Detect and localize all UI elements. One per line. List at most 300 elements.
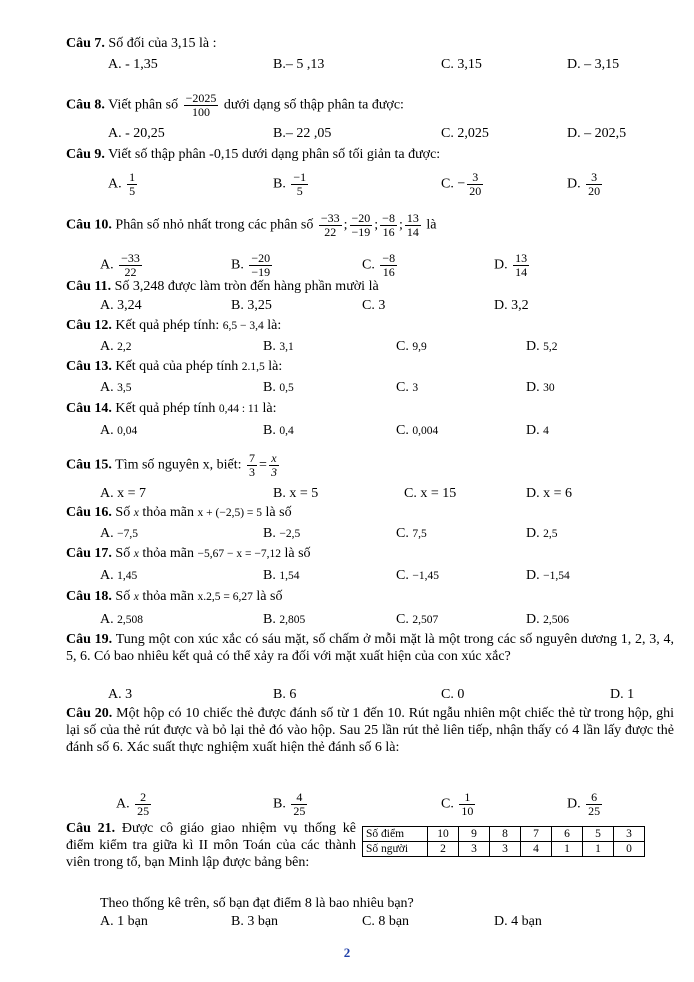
answer-option[interactable] — [396, 526, 427, 542]
fraction-denominator: −19 — [251, 265, 271, 279]
fraction-numerator: 3 — [467, 171, 483, 185]
option-letter: C. — [396, 380, 409, 395]
question-text: là: — [267, 318, 282, 333]
math-expression: x + (−2,5) = 5 — [197, 507, 263, 519]
score-table — [362, 826, 645, 857]
option-text: B. 6 — [273, 687, 297, 702]
answer-option[interactable] — [263, 380, 294, 396]
fraction-denominator: 16 — [382, 225, 395, 239]
option-letter: D. — [494, 257, 508, 273]
question-text: là: — [262, 401, 277, 416]
fraction-numerator: 4 — [291, 791, 307, 805]
question-text: là — [426, 217, 437, 233]
option-letter: A. — [100, 526, 114, 541]
answer-option[interactable] — [273, 57, 324, 73]
question-label: Câu 7. — [66, 36, 105, 51]
option-letter: D. — [526, 423, 540, 438]
question-20 — [66, 705, 674, 756]
answer-option[interactable] — [263, 339, 294, 355]
option-letter: B. — [263, 423, 276, 438]
fraction-numerator: 6 — [586, 791, 602, 805]
question-14 — [66, 401, 276, 417]
option-text: A. - 1,35 — [108, 57, 158, 72]
option-fraction — [380, 252, 397, 279]
option-text: C. 8 bạn — [362, 914, 410, 929]
question-label: Câu 17. — [66, 546, 112, 561]
option-text: B. 3 bạn — [231, 914, 279, 929]
table-cell — [490, 827, 521, 842]
option-text: A. - 20,25 — [108, 126, 165, 141]
option-letter: B. — [263, 612, 276, 627]
option-value: 0,4 — [279, 425, 294, 437]
fraction-denominator: 25 — [137, 804, 150, 818]
fraction-denominator: 10 — [461, 804, 474, 818]
option-letter: B. — [263, 526, 276, 541]
answer-option[interactable] — [526, 612, 569, 628]
option-text: B.– 22 ,05 — [273, 126, 332, 141]
fraction-denominator: 22 — [124, 265, 137, 279]
cell-text: 3 — [471, 843, 477, 855]
option-fraction — [119, 252, 142, 279]
option-letter: C. — [396, 526, 409, 541]
answer-option[interactable] — [100, 252, 144, 279]
table-cell — [552, 842, 583, 857]
option-fraction — [513, 252, 529, 279]
option-value: 0,5 — [279, 382, 294, 394]
answer-option[interactable] — [441, 126, 489, 142]
table-cell — [583, 827, 614, 842]
question-label: Câu 21. — [66, 821, 116, 836]
option-value: 1,45 — [117, 570, 138, 582]
answer-option[interactable] — [362, 252, 399, 279]
option-text: D. 3,2 — [494, 298, 529, 313]
question-text: Số đối của 3,15 là : — [108, 36, 217, 51]
option-letter: D. — [526, 526, 540, 541]
answer-option[interactable] — [263, 568, 299, 584]
answer-option[interactable] — [108, 126, 165, 142]
answer-option[interactable] — [396, 568, 439, 584]
question-text: Phân số nhỏ nhất trong các phân số — [115, 217, 314, 233]
answer-option[interactable] — [100, 914, 148, 930]
option-letter: C. — [441, 796, 454, 812]
answer-option[interactable] — [526, 568, 570, 584]
answer-option[interactable] — [396, 423, 438, 439]
answer-option[interactable] — [494, 252, 531, 279]
option-fraction — [127, 171, 137, 198]
fraction-denominator: 3 — [270, 465, 277, 479]
option-text: C. 3,15 — [441, 57, 482, 72]
table-cell — [428, 842, 459, 857]
answer-option[interactable] — [441, 57, 482, 73]
question-label: Câu 16. — [66, 505, 112, 520]
question-7 — [66, 36, 217, 52]
answer-option[interactable] — [100, 298, 142, 314]
option-letter: C. — [396, 612, 409, 627]
fraction-numerator: −20 — [351, 211, 371, 225]
answer-option[interactable] — [116, 791, 153, 818]
answer-option[interactable] — [441, 171, 485, 198]
option-value: 4 — [543, 425, 549, 437]
question-text: là số — [256, 589, 283, 604]
answer-option[interactable] — [567, 126, 626, 142]
option-value: 9,9 — [412, 341, 427, 353]
question-text: Kết quả phép tính: — [115, 318, 220, 333]
question-text: Theo thống kê trên, số bạn đạt điểm 8 là bao nhiêu bạn? — [100, 896, 414, 911]
option-value: −2,5 — [279, 528, 301, 540]
option-text: A. 1 bạn — [100, 914, 148, 929]
option-letter: D. — [526, 568, 540, 583]
table-cell — [614, 827, 645, 842]
option-letter: A. — [116, 796, 130, 812]
question-9 — [66, 147, 440, 163]
option-text: D. – 3,15 — [567, 57, 620, 72]
answer-option[interactable] — [610, 687, 634, 703]
question-label: Câu 14. — [66, 401, 112, 416]
fraction — [269, 452, 279, 479]
option-letter: D. — [526, 380, 540, 395]
math-expression: 6,5 − 3,4 — [222, 320, 264, 332]
option-letter: A. — [100, 339, 114, 354]
option-letter: B. — [231, 257, 244, 273]
fraction — [350, 212, 373, 239]
cell-text: Số người — [366, 843, 409, 855]
row-header — [363, 842, 428, 857]
answer-option[interactable] — [441, 687, 464, 703]
option-text: B. 3,25 — [231, 298, 272, 313]
answer-option[interactable] — [273, 171, 310, 198]
option-value: 1,54 — [279, 570, 300, 582]
page-number-text: 2 — [343, 945, 351, 960]
option-value: 2,5 — [543, 528, 558, 540]
table-cell — [552, 827, 583, 842]
fraction — [319, 212, 342, 239]
fraction-numerator: −20 — [251, 251, 271, 265]
option-letter: B. — [273, 176, 286, 192]
answer-option[interactable] — [362, 914, 409, 930]
cell-text: 4 — [533, 843, 539, 855]
cell-text: 2 — [440, 843, 446, 855]
option-letter: A. — [100, 612, 114, 627]
answer-option[interactable] — [108, 171, 139, 198]
answer-option[interactable] — [231, 914, 278, 930]
fraction-denominator: 20 — [588, 184, 601, 198]
answer-option[interactable] — [396, 380, 418, 396]
answer-option[interactable] — [100, 568, 137, 584]
question-text: Tung một con xúc xắc có sáu mặt, số chấm ở mỗi mặt là một trong các số nguyên dương 1, 2, 3, 4, 5, 6. Có bao nhiêu kết quả có thể xảy ra đối với mặt xuất hiện của con xúc xắc? — [66, 632, 675, 664]
answer-option[interactable] — [100, 526, 138, 542]
option-letter: A. — [100, 423, 114, 438]
question-text: thỏa mãn — [142, 589, 195, 604]
option-value: 0,04 — [117, 425, 138, 437]
option-letter: A. — [100, 568, 114, 583]
question-text: Kết quả phép tính — [115, 401, 216, 416]
question-label: Câu 11. — [66, 279, 112, 294]
question-text: Một hộp có 10 chiếc thẻ được đánh số từ 1 đến 10. Rút ngẫu nhiên một chiếc thẻ từ trong hộp, ghi lại số của thẻ rút được và bỏ lại thẻ đó vào hộp. Sau 25 lần rút thẻ liên tiếp, nhận thấy có 4 lần lấy được thẻ đánh số 6. Xác suất thực nghiệm xuất hiện thẻ đánh số 6 là: — [66, 706, 675, 755]
question-text: dưới dạng số thập phân ta được: — [223, 97, 404, 113]
table-cell — [614, 842, 645, 857]
question-label: Câu 13. — [66, 359, 112, 374]
answer-option[interactable] — [273, 486, 318, 502]
fraction-denominator: 16 — [382, 265, 395, 279]
option-value: 30 — [543, 382, 555, 394]
fraction-denominator: −19 — [351, 225, 371, 239]
math-variable: x — [133, 548, 139, 560]
math-expression: 2.1,5 — [241, 361, 265, 373]
option-letter: A. — [108, 176, 122, 192]
table-cell — [490, 842, 521, 857]
answer-option[interactable] — [526, 423, 549, 439]
fraction-numerator: −2025 — [185, 91, 217, 105]
answer-option[interactable] — [100, 423, 137, 439]
option-text: D. 1 — [610, 687, 635, 702]
table-cell — [521, 827, 552, 842]
math-variable: x — [133, 507, 139, 519]
question-text: Số — [115, 546, 131, 561]
fraction-numerator: −8 — [382, 251, 396, 265]
answer-option[interactable] — [526, 526, 558, 542]
option-text: B.– 5 ,13 — [273, 57, 325, 72]
option-letter: A. — [100, 257, 114, 273]
option-fraction — [586, 791, 602, 818]
question-21 — [66, 820, 356, 871]
answer-option[interactable] — [273, 126, 331, 142]
cell-text: Số điểm — [366, 828, 405, 840]
answer-option[interactable] — [396, 612, 438, 628]
question-text: thỏa mãn — [142, 505, 195, 520]
option-fraction — [586, 171, 602, 198]
answer-option[interactable] — [526, 486, 572, 502]
option-value: 2,805 — [279, 614, 306, 626]
answer-option[interactable] — [362, 298, 385, 314]
option-letter: B. — [263, 568, 276, 583]
question-21-prompt — [100, 896, 414, 912]
fraction-numerator: 2 — [135, 791, 151, 805]
table-row — [363, 842, 645, 857]
question-label: Câu 9. — [66, 147, 105, 162]
fraction-denominator: 25 — [293, 804, 306, 818]
minus-sign: − — [457, 176, 466, 192]
answer-option[interactable] — [273, 687, 296, 703]
question-text: Số — [115, 505, 131, 520]
answer-option[interactable] — [567, 57, 619, 73]
question-label: Câu 12. — [66, 318, 112, 333]
option-letter: C. — [396, 568, 409, 583]
option-letter: D. — [526, 612, 540, 627]
option-letter: C. — [396, 339, 409, 354]
answer-option[interactable] — [494, 914, 542, 930]
question-11 — [66, 279, 379, 295]
question-label: Câu 20. — [66, 706, 113, 721]
fraction-numerator: 3 — [586, 171, 602, 185]
question-10: Câu 10. Phân số nhỏ nhất trong các phân số $\frac{-33}{22}$ ; $\frac{-20}{-19}$ ; $\frac{-8}{16}$ ; $\frac{13}{14}$ là — [66, 211, 437, 239]
option-value: −1,45 — [412, 570, 439, 582]
question-label: Câu 19. — [66, 632, 113, 647]
answer-option[interactable] — [441, 791, 477, 818]
option-value: 2,508 — [117, 614, 143, 626]
math-expression: −5,67 − x = −7,12 — [197, 548, 281, 560]
option-value: 2,506 — [543, 614, 569, 626]
answer-option[interactable] — [567, 791, 604, 818]
table-cell — [459, 842, 490, 857]
cell-text: 1 — [595, 843, 601, 855]
fraction — [247, 452, 257, 479]
option-value: 2,2 — [117, 341, 132, 353]
fraction-denominator: 14 — [406, 225, 419, 239]
table-cell — [459, 827, 490, 842]
cell-text: 0 — [626, 843, 632, 855]
fraction-denominator: 5 — [296, 184, 303, 198]
option-fraction — [249, 252, 272, 279]
answer-option[interactable] — [100, 339, 132, 355]
math-variable: x — [133, 591, 139, 603]
option-text: C. 3 — [362, 298, 386, 313]
question-text: là: — [268, 359, 283, 374]
answer-option[interactable] — [526, 339, 558, 355]
cell-text: 10 — [437, 828, 449, 840]
option-text: A. 3 — [108, 687, 133, 702]
question-19 — [66, 631, 674, 665]
option-value: −7,5 — [117, 528, 138, 540]
cell-text: 7 — [533, 828, 539, 840]
question-label: Câu 15. — [66, 457, 112, 473]
question-text: thỏa mãn — [142, 546, 195, 561]
answer-option[interactable] — [263, 612, 305, 628]
question-text: Viết số thập phân -0,15 dưới dạng phân số tối giản ta được: — [108, 147, 441, 162]
answer-option[interactable] — [263, 423, 294, 439]
cell-text: 1 — [564, 843, 570, 855]
answer-option[interactable] — [263, 526, 300, 542]
question-8 — [66, 92, 404, 119]
option-text: A. x = 7 — [100, 486, 147, 501]
cell-text: 9 — [471, 828, 477, 840]
fraction-numerator: x — [269, 452, 279, 466]
fraction-denominator: 100 — [191, 105, 210, 119]
fraction-denominator: 20 — [469, 184, 482, 198]
option-value: −1,54 — [543, 570, 570, 582]
answer-option[interactable] — [273, 791, 309, 818]
question-label: Câu 8. — [66, 97, 105, 113]
question-13 — [66, 359, 282, 375]
answer-option[interactable] — [567, 171, 604, 198]
fraction-numerator: 1 — [129, 170, 136, 184]
option-value: 3,5 — [117, 382, 132, 394]
option-value: 2,507 — [412, 614, 439, 626]
fraction — [184, 92, 219, 119]
question-text: Số — [115, 589, 131, 604]
table-cell — [583, 842, 614, 857]
option-fraction — [459, 791, 475, 818]
answer-option[interactable] — [404, 486, 456, 502]
option-text: C. x = 15 — [404, 486, 457, 501]
option-letter: B. — [263, 380, 276, 395]
answer-option[interactable] — [100, 612, 143, 628]
fraction — [405, 212, 421, 239]
question-text: Viết phân số — [108, 97, 179, 113]
option-text: D. x = 6 — [526, 486, 573, 501]
fraction — [380, 212, 397, 239]
fraction-numerator: −33 — [121, 251, 140, 265]
option-value: 3 — [412, 382, 419, 394]
answer-option[interactable] — [396, 339, 427, 355]
question-text: Được cô giáo giao nhiệm vụ thống kê điểm kiểm tra giữa kì II môn Toán của các thành viên trong tổ, bạn Minh lập được bảng bên: — [66, 821, 356, 870]
option-value: 3,1 — [279, 341, 294, 353]
option-value: 0,004 — [412, 425, 439, 437]
option-value: 5,2 — [543, 341, 558, 353]
answer-option[interactable] — [494, 298, 529, 314]
answer-option[interactable] — [231, 252, 274, 279]
fraction-numerator: 13 — [406, 211, 419, 225]
fraction-denominator: 5 — [129, 184, 136, 198]
question-text: là số — [265, 505, 292, 520]
fraction-denominator: 25 — [588, 804, 601, 818]
table-cell — [521, 842, 552, 857]
answer-option[interactable] — [100, 380, 132, 396]
option-letter: C. — [396, 423, 409, 438]
option-fraction — [467, 171, 483, 198]
table-row — [363, 827, 645, 842]
question-16 — [66, 505, 292, 521]
question-text: Tìm số nguyên x, biết: — [115, 457, 242, 473]
option-letter: D. — [567, 176, 581, 192]
question-18 — [66, 589, 282, 605]
question-text: Số 3,248 được làm tròn đến hàng phần mười là — [114, 279, 379, 294]
option-fraction — [135, 791, 151, 818]
cell-text: 6 — [564, 828, 570, 840]
fraction-numerator: −8 — [382, 211, 395, 225]
option-text: C. 0 — [441, 687, 465, 702]
cell-text: 3 — [502, 843, 508, 855]
option-letter: B. — [273, 796, 286, 812]
fraction-denominator: 22 — [324, 225, 337, 239]
question-17 — [66, 546, 311, 562]
option-text: C. 2,025 — [441, 126, 489, 141]
fraction-numerator: −33 — [320, 211, 340, 225]
option-letter: B. — [263, 339, 276, 354]
answer-option[interactable] — [526, 380, 555, 396]
cell-text: 3 — [626, 828, 632, 840]
cell-text: 5 — [595, 828, 601, 840]
fraction-denominator: 14 — [515, 265, 528, 279]
option-fraction — [291, 791, 307, 818]
table-cell — [428, 827, 459, 842]
option-value: 7,5 — [412, 528, 427, 540]
option-letter: A. — [100, 380, 114, 395]
option-letter: C. — [362, 257, 375, 273]
option-text: A. 3,24 — [100, 298, 142, 313]
fraction-numerator: 1 — [459, 791, 475, 805]
option-letter: D. — [526, 339, 540, 354]
row-header — [363, 827, 428, 842]
option-text: B. x = 5 — [273, 486, 319, 501]
option-text: D. 4 bạn — [494, 914, 542, 929]
question-label: Câu 18. — [66, 589, 112, 604]
fraction-numerator: 13 — [515, 251, 528, 265]
question-text: là số — [284, 546, 311, 561]
fraction-denominator: 3 — [249, 465, 256, 479]
math-expression: 0,44 : 11 — [218, 403, 259, 415]
math-expression: x.2,5 = 6,27 — [197, 591, 253, 603]
answer-option[interactable] — [231, 298, 272, 314]
answer-option[interactable] — [108, 57, 158, 73]
question-text: Kết quả của phép tính — [115, 359, 239, 374]
fraction-numerator: 7 — [249, 451, 256, 465]
fraction-numerator: −1 — [293, 170, 307, 184]
page-number — [0, 945, 694, 961]
option-fraction — [291, 171, 308, 198]
answer-option[interactable] — [100, 486, 146, 502]
option-text: D. – 202,5 — [567, 126, 627, 141]
answer-option[interactable] — [108, 687, 132, 703]
